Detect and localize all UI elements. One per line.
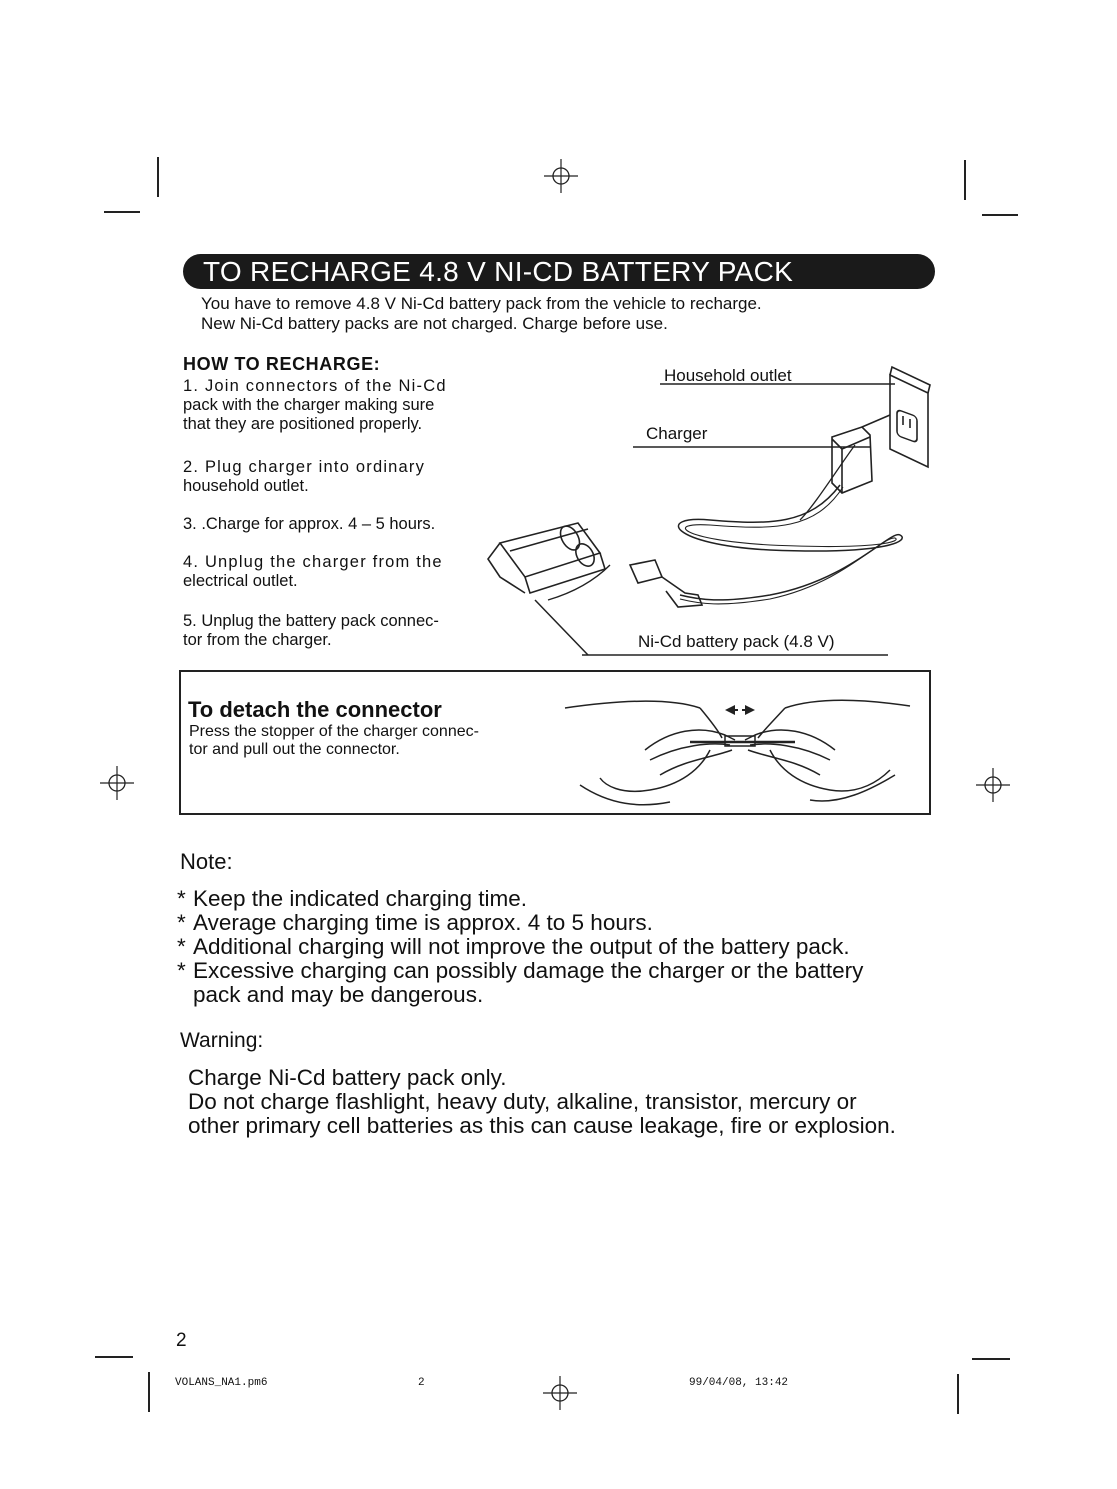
connector-icon xyxy=(630,560,702,607)
warning-title: Warning: xyxy=(180,1029,264,1052)
charger-icon xyxy=(832,415,890,493)
step-item: 2. Plug charger into ordinary household outlet. xyxy=(183,458,426,495)
registration-mark-icon xyxy=(544,159,578,193)
note-item: * Additional charging will not improve the output of the battery pack. xyxy=(177,934,850,959)
note-item: * Excessive charging can possibly damage the charger or the battery xyxy=(177,958,864,983)
crop-mark xyxy=(148,1372,150,1412)
pull-arrows-icon xyxy=(725,705,755,715)
note-item-continuation: pack and may be dangerous. xyxy=(193,982,484,1007)
page-title: TO RECHARGE 4.8 V NI-CD BATTERY PACK xyxy=(203,256,794,287)
note-item: * Keep the indicated charging time. xyxy=(177,886,527,911)
crop-mark xyxy=(972,1358,1010,1360)
wall-outlet-icon xyxy=(890,367,930,467)
crop-mark xyxy=(964,160,966,200)
label-battery-pack: Ni-Cd battery pack (4.8 V) xyxy=(638,632,835,651)
step-item: 3. .Charge for approx. 4 – 5 hours. xyxy=(183,515,436,533)
crop-mark xyxy=(104,211,140,213)
crop-mark xyxy=(982,214,1018,216)
warning-body: Charge Ni-Cd battery pack only. Do not charge flashlight, heavy duty, alkaline, transistor, mercury or other primary cell batteries as this can cause leakage, fire or explosion. xyxy=(188,1065,896,1138)
page-number: 2 xyxy=(176,1330,187,1351)
note-item: * Average charging time is approx. 4 to 5 hours. xyxy=(177,910,653,935)
intro-line: New Ni-Cd battery packs are not charged. Charge before use. xyxy=(201,314,668,333)
detach-instructions: Press the stopper of the charger connec- tor and pull out the connector. xyxy=(189,723,479,758)
registration-mark-icon xyxy=(976,768,1010,802)
crop-mark xyxy=(95,1356,133,1358)
step-item: 5. Unplug the battery pack connec- tor from the charger. xyxy=(183,612,439,649)
step-item: 1. Join connectors of the Ni-Cd pack with the charger making sure that they are positioned properly. xyxy=(183,377,447,433)
hands-detaching-illustration xyxy=(560,690,920,810)
label-household-outlet: Household outlet xyxy=(664,366,792,385)
detach-title: To detach the connector xyxy=(188,697,442,722)
step-item: 4. Unplug the charger from the electrical outlet. xyxy=(183,553,443,590)
footer-filename: VOLANS_NA1.pm6 xyxy=(175,1377,268,1389)
crop-mark xyxy=(957,1374,959,1414)
registration-mark-icon xyxy=(543,1376,577,1410)
how-to-title: HOW TO RECHARGE: xyxy=(183,354,381,374)
intro-line: You have to remove 4.8 V Ni-Cd battery pack from the vehicle to recharge. xyxy=(201,294,762,313)
charger-cord xyxy=(678,485,902,600)
registration-mark-icon xyxy=(100,766,134,800)
label-charger: Charger xyxy=(646,424,708,443)
battery-pointer-line xyxy=(535,600,588,655)
footer-page: 2 xyxy=(418,1377,425,1389)
footer-timestamp: 99/04/08, 13:42 xyxy=(689,1377,789,1389)
note-list xyxy=(177,887,863,1007)
charger-diagram xyxy=(470,355,950,665)
crop-mark xyxy=(157,157,159,197)
note-title: Note: xyxy=(180,849,233,874)
